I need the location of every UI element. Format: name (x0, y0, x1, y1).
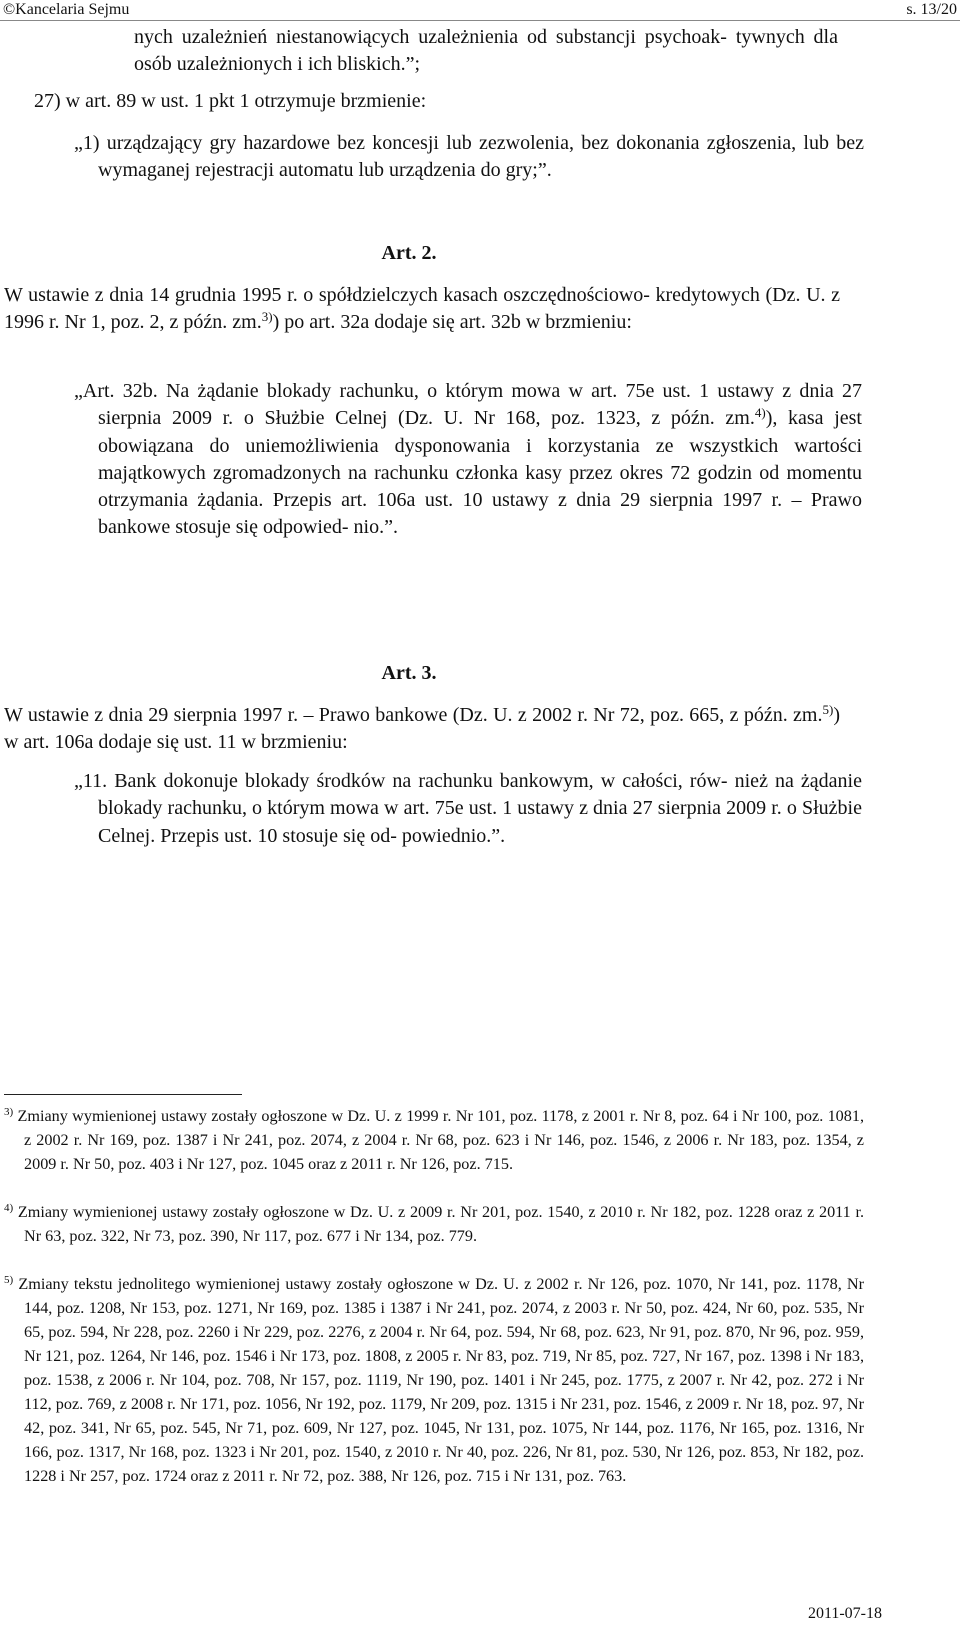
footnote-4 (4, 1200, 864, 1248)
paragraph-continuation: nych uzależnień niestanowiących uzależnienia od substancji psychoak- tywnych dla osób uzależnionych i ich bliskich.”; (134, 26, 838, 76)
footnote-3 (4, 1104, 864, 1176)
article-2-intro (4, 282, 840, 337)
footnote-mark-4: 4) (4, 1202, 14, 1214)
article-3-intro-text: W ustawie z dnia 29 sierpnia 1997 r. – Prawo bankowe (Dz. U. z 2002 r. Nr 72, poz. 665, z późn. zm. (4, 704, 823, 726)
quoted-ust-11: „11. Bank dokonuje blokady środków na rachunku bankowym, w całości, rów- nież na żądanie blokady rachunku, o którym mowa w art. 75e ust. 1 ustawy z dnia 27 sierpnia 2009 r. o Służbie Celnej. Przepis ust. 10 stosuje się od- powiednio.”. (74, 770, 862, 847)
article-2-heading: Art. 2. (381, 242, 437, 264)
article-2-intro-text-cont: ) po art. 32a dodaje się art. 32b w brzmieniu: (272, 311, 632, 334)
footnote-5-text: Zmiany tekstu jednolitego wymienionej ustawy zostały ogłoszone w Dz. U. z 2002 r. Nr 126, poz. 1070, Nr 141, poz. 1178, Nr 144, poz. 1208, Nr 153, poz. 1271, Nr 169, poz. 1385 i 1387 i Nr 241, poz. 2074, z 2003 r. Nr 50, poz. 424, Nr 60, poz. 535, Nr 65, poz. 594, Nr 228, poz. 2260 i Nr 229, poz. 2276, z 2004 r. Nr 64, poz. 594, Nr 68, poz. 623, Nr 91, poz. 870, Nr 96, poz. 959, Nr 121, poz. 1264, Nr 146, poz. 1546 i Nr 173, poz. 1808, z 2005 r. Nr 83, poz. 719, Nr 85, poz. 727, Nr 167, poz. 1398 i Nr 183, poz. 1538, z 2006 r. Nr 104, poz. 708, Nr 157, poz. 1119, Nr 190, poz. 1401 i Nr 245, poz. 1775, z 2007 r. Nr 42, poz. 272 i Nr 112, poz. 769, z 2008 r. Nr 171, poz. 1056, Nr 192, poz. 1179, Nr 209, poz. 1315 i Nr 231, poz. 1546, z 2009 r. Nr 18, poz. 97, Nr 42, poz. 341, Nr 65, poz. 545, Nr 71, poz. 609, Nr 127, poz. 1045, Nr 131, poz. 1075, Nr 144, poz. 1176, Nr 165, poz. 1316, Nr 166, poz. 1317, Nr 168, poz. 1323 i Nr 201, poz. 1540, z 2010 r. Nr 40, poz. 226, Nr 81, poz. 530, Nr 126, poz. 853, Nr 182, poz. 1228 i Nr 257, poz. 1724 oraz z 2011 r. Nr 72, poz. 388, Nr 126, poz. 715 i Nr 131, poz. 763. (18, 1275, 865, 1485)
article-2-intro-text: W ustawie z dnia 14 grudnia 1995 r. o spółdzielczych kasach oszczędnościowo- kredytowych (Dz. U. z 1996 r. Nr 1, poz. 2, z późn. zm. (4, 284, 840, 334)
article-3-heading: Art. 3. (381, 662, 437, 684)
article-32b-text: „Art. 32b. Na żądanie blokady rachunku, o którym mowa w art. 75e ust. 1 ustawy z dnia 27 sierpnia 2009 r. o Służbie Celnej (Dz. U. Nr 168, poz. 1323, z późn. zm. (74, 380, 862, 430)
footnote-mark-3: 3) (4, 1106, 14, 1118)
article-3-intro (4, 702, 840, 757)
article-32b-text-cont: ), kasa jest obowiązana do uniemożliwienia dysponowania i korzystania ze wszystkich wartości majątkowych zgromadzonych na rachunku członka kasy przez okres 72 godzin od momentu otrzymania żądania. Przepis art. 106a ust. 10 ustawy z dnia 29 sierpnia 1997 r. – Prawo bankowe stosuje się odpowied- nio.”. (98, 407, 862, 539)
footnote-5 (4, 1272, 864, 1488)
article-32b (74, 378, 862, 542)
page-number: s. 13/20 (906, 1, 957, 18)
footnote-separator (4, 1094, 242, 1095)
copyright-label: ©Kancelaria Sejmu (3, 1, 130, 18)
footnote-3-text: Zmiany wymienionej ustawy zostały ogłoszone w Dz. U. z 1999 r. Nr 101, poz. 1178, z 2001 r. Nr 8, poz. 64 i Nr 100, poz. 1081, z 2002 r. Nr 169, poz. 1387 i Nr 241, poz. 2074, z 2004 r. Nr 68, poz. 623 i Nr 146, poz. 1546, z 2006 r. Nr 183, poz. 1354, z 2009 r. Nr 50, poz. 403 i Nr 127, poz. 1045 oraz z 2011 r. Nr 126, poz. 715. (17, 1107, 864, 1173)
footnote-ref-4[interactable]: 4) (754, 405, 766, 421)
article-3-intro-text-cont: ) w art. 106a dodaje się ust. 11 w brzmieniu: (4, 704, 840, 754)
footnote-4-text: Zmiany wymienionej ustawy zostały ogłoszone w Dz. U. z 2009 r. Nr 201, poz. 1540, z 2010 r. Nr 182, poz. 1228 oraz z 2011 r. Nr 63, poz. 322, Nr 73, poz. 390, Nr 117, poz. 677 i Nr 134, poz. 779. (17, 1203, 865, 1245)
quoted-point-1: „1) urządzający gry hazardowe bez koncesji lub zezwolenia, bez dokonania zgłoszenia, lub bez wymaganej rejestracji automatu lub urządzenia do gry;”. (74, 132, 864, 182)
document-date: 2011-07-18 (807, 1605, 882, 1622)
footnote-ref-3[interactable]: 3) (261, 309, 273, 325)
footnote-mark-5: 5) (4, 1274, 14, 1286)
point-27: 27) w art. 89 w ust. 1 pkt 1 otrzymuje brzmienie: (34, 90, 427, 112)
footnote-ref-5[interactable]: 5) (822, 702, 834, 717)
page-header (0, 0, 960, 21)
